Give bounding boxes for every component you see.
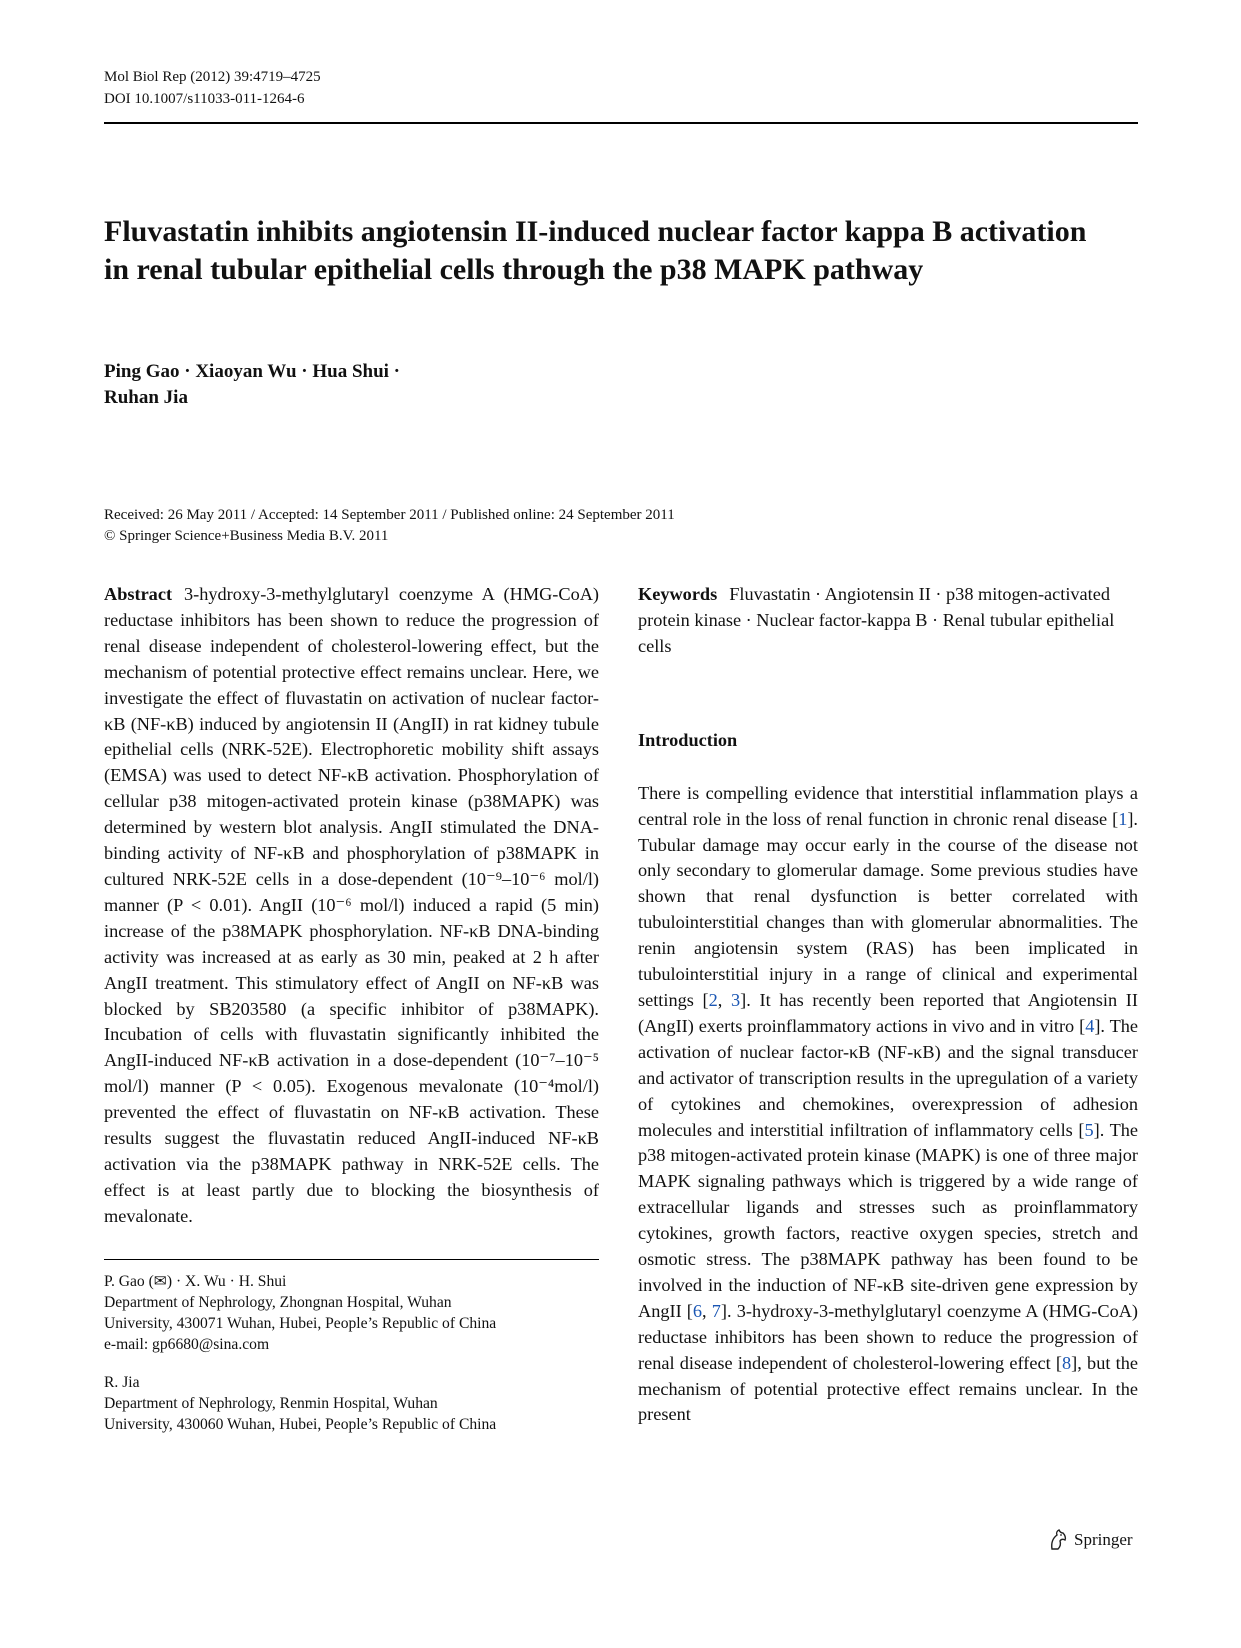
citation-link[interactable]: 4 bbox=[1085, 1015, 1095, 1036]
journal-header bbox=[104, 66, 321, 110]
citation-link[interactable]: 3 bbox=[731, 989, 741, 1010]
footnote-rule bbox=[104, 1259, 599, 1260]
abstract-label: Abstract bbox=[104, 584, 173, 604]
keywords-text: Fluvastatin · Angiotensin II · p38 mitogen-activated protein kinase · Nuclear factor-kappa B · Renal tubular epithelial cells bbox=[638, 584, 1115, 656]
citation-link[interactable]: 8 bbox=[1062, 1352, 1072, 1373]
affiliation-address: University, 430060 Wuhan, Hubei, People’s Republic of China bbox=[104, 1415, 497, 1433]
authors-line-1: Ping Gao · Xiaoyan Wu · Hua Shui · bbox=[104, 361, 401, 382]
affiliation-email: e-mail: gp6680@sina.com bbox=[104, 1335, 270, 1353]
keywords bbox=[638, 582, 1138, 660]
affiliation-2 bbox=[104, 1372, 599, 1435]
journal-citation: Mol Biol Rep (2012) 39:4719–4725 bbox=[104, 69, 321, 85]
citation-link[interactable]: 5 bbox=[1084, 1119, 1094, 1140]
citation-link[interactable]: 1 bbox=[1118, 808, 1128, 829]
affiliation-names: R. Jia bbox=[104, 1373, 140, 1391]
citation-link[interactable]: 7 bbox=[711, 1300, 721, 1321]
article-history bbox=[104, 505, 1004, 547]
affiliation-1 bbox=[104, 1271, 599, 1355]
affiliation-names: P. Gao (✉) · X. Wu · H. Shui bbox=[104, 1272, 287, 1290]
introduction-body: There is compelling evidence that interstitial inflammation plays a central role in the loss of renal function in chronic renal disease [1]. Tubular damage may occur early in the course of the disease not only secondary to glomerular damage. Some previous studies have shown that renal dysfunction is better correlated with tubulointerstitial changes than with glomerular abnormalities. The renin angiotensin system (RAS) has been implicated in tubulointerstitial injury in a range of clinical and experimental settings [2, 3]. It has recently been reported that Angiotensin II (AngII) exerts proinflammatory actions in vivo and in vitro [4]. The activation of nuclear factor-κB (NF-κB) and the signal transducer and activator of transcription results in the upregulation of a variety of cytokines and chemokines, overexpression of adhesion molecules and interstitial infiltration of inflammatory cells [5]. The p38 mitogen-activated protein kinase (MAPK) is one of three major MAPK signaling pathways which is triggered by a wide range of extracellular ligands and stresses such as proinflammatory cytokines, growth factors, reactive oxygen species, stretch and osmotic stress. The p38MAPK pathway has been found to be involved in the induction of NF-κB site-driven gene expression by AngII [6, 7]. 3-hydroxy-3-methylglutaryl coenzyme A (HMG-CoA) reductase inhibitors has been shown to reduce the progression of renal disease independent of cholesterol-lowering effect [8], but the mechanism of potential protective effect remains unclear. In the present bbox=[638, 782, 1139, 1425]
doi: DOI 10.1007/s11033-011-1264-6 bbox=[104, 91, 305, 107]
authors-line-2: Ruhan Jia bbox=[104, 387, 188, 408]
copyright: © Springer Science+Business Media B.V. 2011 bbox=[104, 528, 389, 544]
introduction-heading: Introduction bbox=[638, 729, 738, 750]
header-rule bbox=[104, 122, 1138, 124]
affiliation-department: Department of Nephrology, Renmin Hospital, Wuhan bbox=[104, 1394, 438, 1412]
keywords-label: Keywords bbox=[638, 584, 718, 604]
citation-link[interactable]: 6 bbox=[692, 1300, 703, 1321]
abstract bbox=[104, 582, 599, 1230]
article-title: Fluvastatin inhibits angiotensin II-induced nuclear factor kappa B activation in renal tubular epithelial cells through the p38 MAPK pathway bbox=[104, 215, 1087, 286]
left-column bbox=[104, 582, 599, 1435]
citation-link[interactable]: 2 bbox=[708, 989, 718, 1010]
publisher-logo bbox=[1048, 1529, 1133, 1551]
abstract-text: 3-hydroxy-3-methylglutaryl coenzyme A (HMG-CoA) reductase inhibitors has been shown to reduce the progression of renal disease independent of cholesterol-lowering effect, but the mechanism of potential protective effect remains unclear. Here, we investigate the effect of fluvastatin on activation of nuclear factor-κB (NF-κB) induced by angiotensin II (AngII) in rat kidney tubule epithelial cells (NRK-52E). Electrophoretic mobility shift assays (EMSA) was used to detect NF-κB activation. Phosphorylation of cellular p38 mitogen-activated protein kinase (p38MAPK) was determined by western blot analysis. AngII stimulated the DNA-binding activity of NF-κB and phosphorylation of p38MAPK in cultured NRK-52E cells in a dose-dependent (10⁻⁹–10⁻⁶ mol/l) manner (P < 0.01). AngII (10⁻⁶ mol/l) induced a rapid (5 min) increase of the p38MAPK phosphorylation. NF-κB DNA-binding activity was increased at as early as 30 min, peaked at 2 h after AngII treatment. This stimulatory effect of AngII on NF-κB was blocked by SB203580 (a specific inhibitor of p38MAPK). Incubation of cells with fluvastatin significantly inhibited the AngII-induced NF-κB activation in a dose-dependent (10⁻⁷–10⁻⁵ mol/l) manner (P < 0.05). Exogenous mevalonate (10⁻⁴mol/l) prevented the effect of fluvastatin on NF-κB activation. These results suggest the fluvastatin reduced AngII-induced NF-κB activation via the p38MAPK pathway in NRK-52E cells. The effect is at least partly due to blocking the biosynthesis of mevalonate. bbox=[104, 584, 599, 1226]
springer-horse-icon bbox=[1048, 1529, 1068, 1551]
right-column bbox=[638, 582, 1138, 1428]
author-list bbox=[104, 359, 504, 411]
affiliation-address: University, 430071 Wuhan, Hubei, People’s Republic of China bbox=[104, 1314, 497, 1332]
affiliation-department: Department of Nephrology, Zhongnan Hospital, Wuhan bbox=[104, 1293, 452, 1311]
publisher-name: Springer bbox=[1074, 1530, 1133, 1549]
publication-dates: Received: 26 May 2011 / Accepted: 14 September 2011 / Published online: 24 September 2011 bbox=[104, 507, 675, 523]
